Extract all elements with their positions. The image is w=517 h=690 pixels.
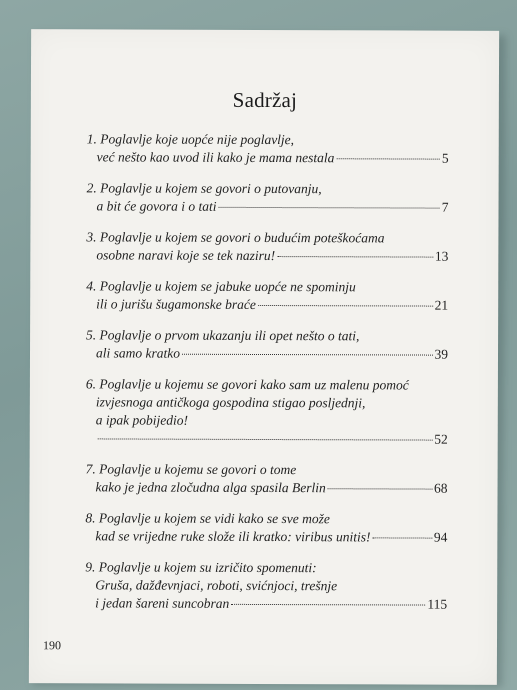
toc-entry-line: a ipak pobijedio! xyxy=(95,412,189,428)
toc-entry-last-line xyxy=(86,246,448,265)
toc-entry-text: kako je jedna zločudna alga spasila Berlin xyxy=(95,479,326,496)
toc-entry-last-line xyxy=(86,478,448,497)
dot-leader xyxy=(182,354,433,356)
toc-entry-last-line xyxy=(86,197,448,216)
toc-page-number: 13 xyxy=(434,248,449,264)
toc-entry xyxy=(86,179,448,216)
toc-entry-last-line xyxy=(86,429,448,448)
toc-entry-text: i jedan šareni suncobran xyxy=(95,595,230,611)
page-title: Sadržaj xyxy=(232,87,298,113)
toc-entry-line: 4. Poglavlje u kojem se jabuke uopće ne spominju xyxy=(86,278,356,295)
toc-entry xyxy=(86,326,448,363)
toc-entry-last-line xyxy=(86,295,448,314)
toc-entry-line: Gruša, dažđevnjaci, roboti, svićnjoci, trešnje xyxy=(95,577,338,594)
toc-entry-line: 1. Poglavlje koje uopće nije poglavlje, xyxy=(86,131,295,148)
toc-entry xyxy=(86,277,448,314)
toc-entry-last-line xyxy=(87,148,449,167)
dot-leader xyxy=(328,488,432,489)
dot-leader xyxy=(258,305,433,307)
book-page xyxy=(29,29,499,685)
toc-entry-line: 9. Poglavlje u kojem su izričito spomenuti: xyxy=(85,559,317,576)
page-number: 190 xyxy=(42,638,62,653)
toc-page-number: 5 xyxy=(441,150,449,166)
toc-page-number: 7 xyxy=(441,199,449,215)
toc-entry-line: 2. Poglavlje u kojem se govori o putovanju, xyxy=(86,180,322,197)
dot-leader xyxy=(336,158,440,159)
toc-entry-last-line xyxy=(86,344,448,363)
toc-entry-text: a bit će govora i o tati xyxy=(96,198,217,214)
toc-entry-last-line xyxy=(85,527,447,546)
dot-leader xyxy=(98,438,433,440)
toc-page-number: 94 xyxy=(433,529,448,545)
toc-page-number: 68 xyxy=(434,480,448,496)
toc-list xyxy=(85,130,449,626)
toc-entry xyxy=(87,130,449,167)
dot-leader xyxy=(373,537,432,538)
toc-entry-line: 5. Poglavlje o prvom ukazanju ili opet nešto o tati, xyxy=(86,327,360,344)
toc-entry-text: osobne naravi koje se tek naziru! xyxy=(96,247,276,264)
toc-entry-text: kad se vrijedne ruke slože ili kratko: viribus unitis! xyxy=(95,528,371,545)
toc-page-number: 52 xyxy=(434,431,448,447)
toc-entry xyxy=(85,558,447,613)
toc-page-number: 115 xyxy=(427,596,448,612)
toc-entry xyxy=(86,228,448,265)
toc-entry-line: izvjesnoga antičkoga gospodina stigao posljednji, xyxy=(95,394,366,411)
toc-entry-last-line xyxy=(85,594,447,613)
toc-entry-line: 3. Poglavlje u kojem se govori o budućim poteškoćama xyxy=(86,229,385,246)
dot-leader xyxy=(277,256,433,258)
toc-entry xyxy=(86,460,448,497)
toc-entry-line: 7. Poglavlje u kojemu se govori o tome xyxy=(85,461,297,478)
dot-leader xyxy=(219,207,440,209)
toc-entry-text: ili o jurišu šugamonske braće xyxy=(96,296,256,312)
toc-entry-line: 6. Poglavlje u kojemu se govori kako sam uz malenu pomoć xyxy=(85,376,409,393)
toc-page-number: 21 xyxy=(434,297,449,313)
dot-leader xyxy=(231,604,425,606)
toc-entry-text: ali samo kratko xyxy=(95,345,181,361)
toc-entry xyxy=(86,375,448,448)
toc-page-number: 39 xyxy=(434,346,449,362)
toc-entry-text: već nešto kao uvod ili kako je mama nestala xyxy=(96,149,335,166)
toc-entry xyxy=(85,509,447,546)
toc-entry-line: 8. Poglavlje u kojem se vidi kako se sve može xyxy=(85,510,330,527)
